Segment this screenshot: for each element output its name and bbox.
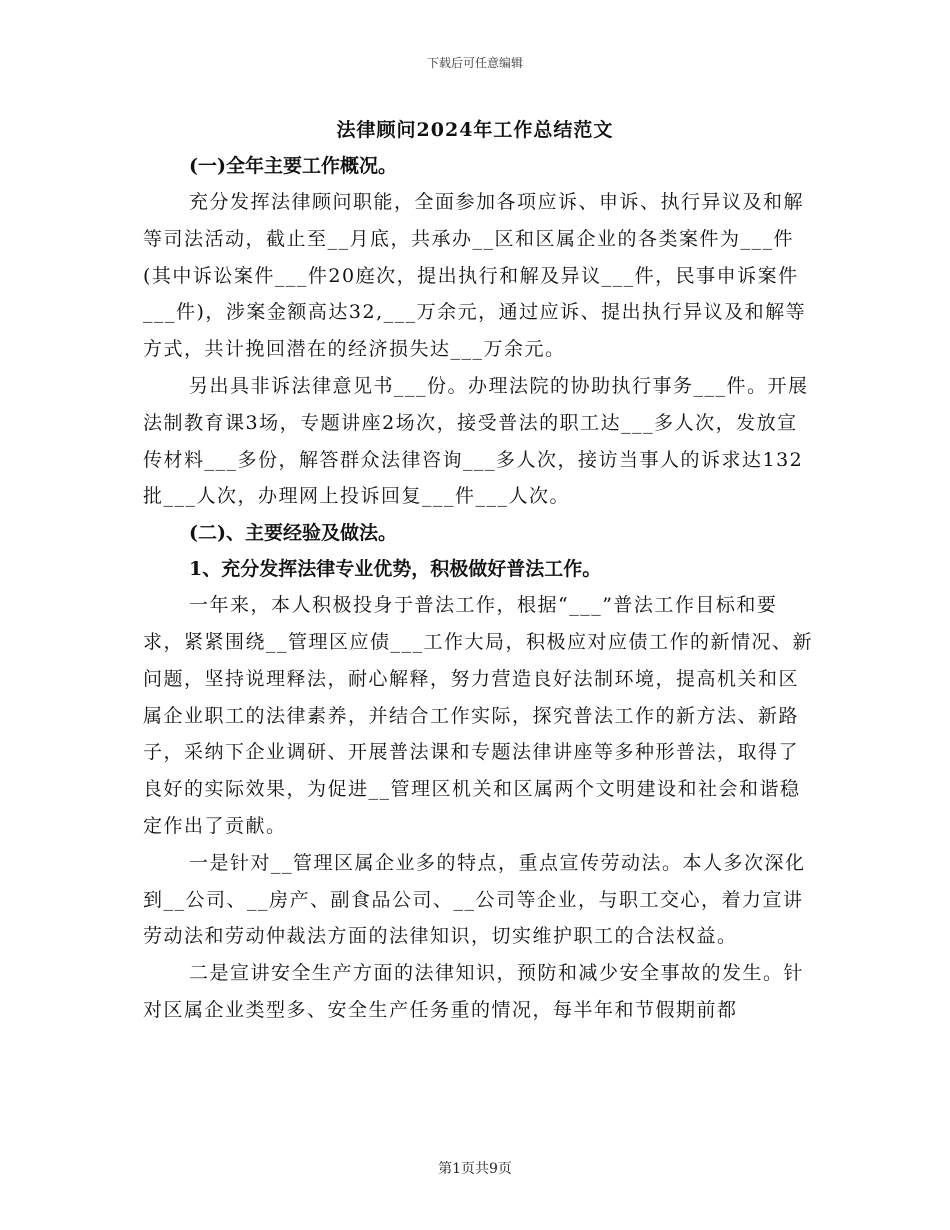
paragraph-2: 另出具非诉法律意见书___份。办理法院的协助执行事务___件。开展法制教育课3场，专题讲座2场次，接受普法的职工达___多人次，发放宣传材料___多份，解答群众法律咨询___多人次，接访当事人的诉求达132批___人次，办理网上投诉回复___件___人次。 (143, 374, 809, 508)
page-indicator: 第1页共9页 (438, 1161, 512, 1177)
paragraph-1: 充分发挥法律顾问职能，全面参加各项应诉、申诉、执行异议及和解等司法活动，截止至__月底，共承办__区和区属企业的各类案件为___件(其中诉讼案件___件20庭次，提出执行和解及异议___件，民事申诉案件___件)，涉案金额高达32,___万余元，通过应诉、提出执行异议及和解等方式，共计挽回潜在的经济损失达___万余元。 (143, 191, 807, 361)
document-body (143, 148, 813, 1029)
section-1-heading: (一)全年主要工作概况。 (189, 155, 397, 177)
section-2-heading: (二)、主要经验及做法。 (189, 522, 397, 545)
subsection-1-heading: 1、充分发挥法律专业优势，积极做好普法工作。 (189, 558, 602, 581)
header-note: 下载后可任意编辑 (426, 56, 523, 70)
paragraph-3: 一年来，本人积极投身于普法工作，根据“___”普法工作目标和要求，紧紧围绕__管理区应债___工作大局，积极应对应债工作的新情况、新问题，坚持说理释法，耐心解释，努力营造良好法制环境，提高机关和区属企业职工的法律素养，并结合工作实际，探究普法工作的新方法、新路子，采纳下企业调研、开展普法课和专题法律讲座等多种形普法，取得了良好的实际效果，为促进__管理区机关和区属两个文明建设和社会和谐稳定作出了贡献。 (143, 594, 814, 837)
paragraph-4: 一是针对__管理区属企业多的特点，重点宣传劳动法。本人多次深化到__公司、__房产、副食品公司、__公司等企业，与职工交心，着力宣讲劳动法和劳动仲裁法方面的法律知识，切实维护职工的合法权益。 (143, 851, 806, 948)
document-title: 法律顾问2024年工作总结范文 (336, 119, 614, 141)
paragraph-5: 二是宣讲安全生产方面的法律知识，预防和减少安全事故的发生。针对区属企业类型多、安全生产任务重的情况，每半年和节假期前都 (143, 962, 805, 1021)
